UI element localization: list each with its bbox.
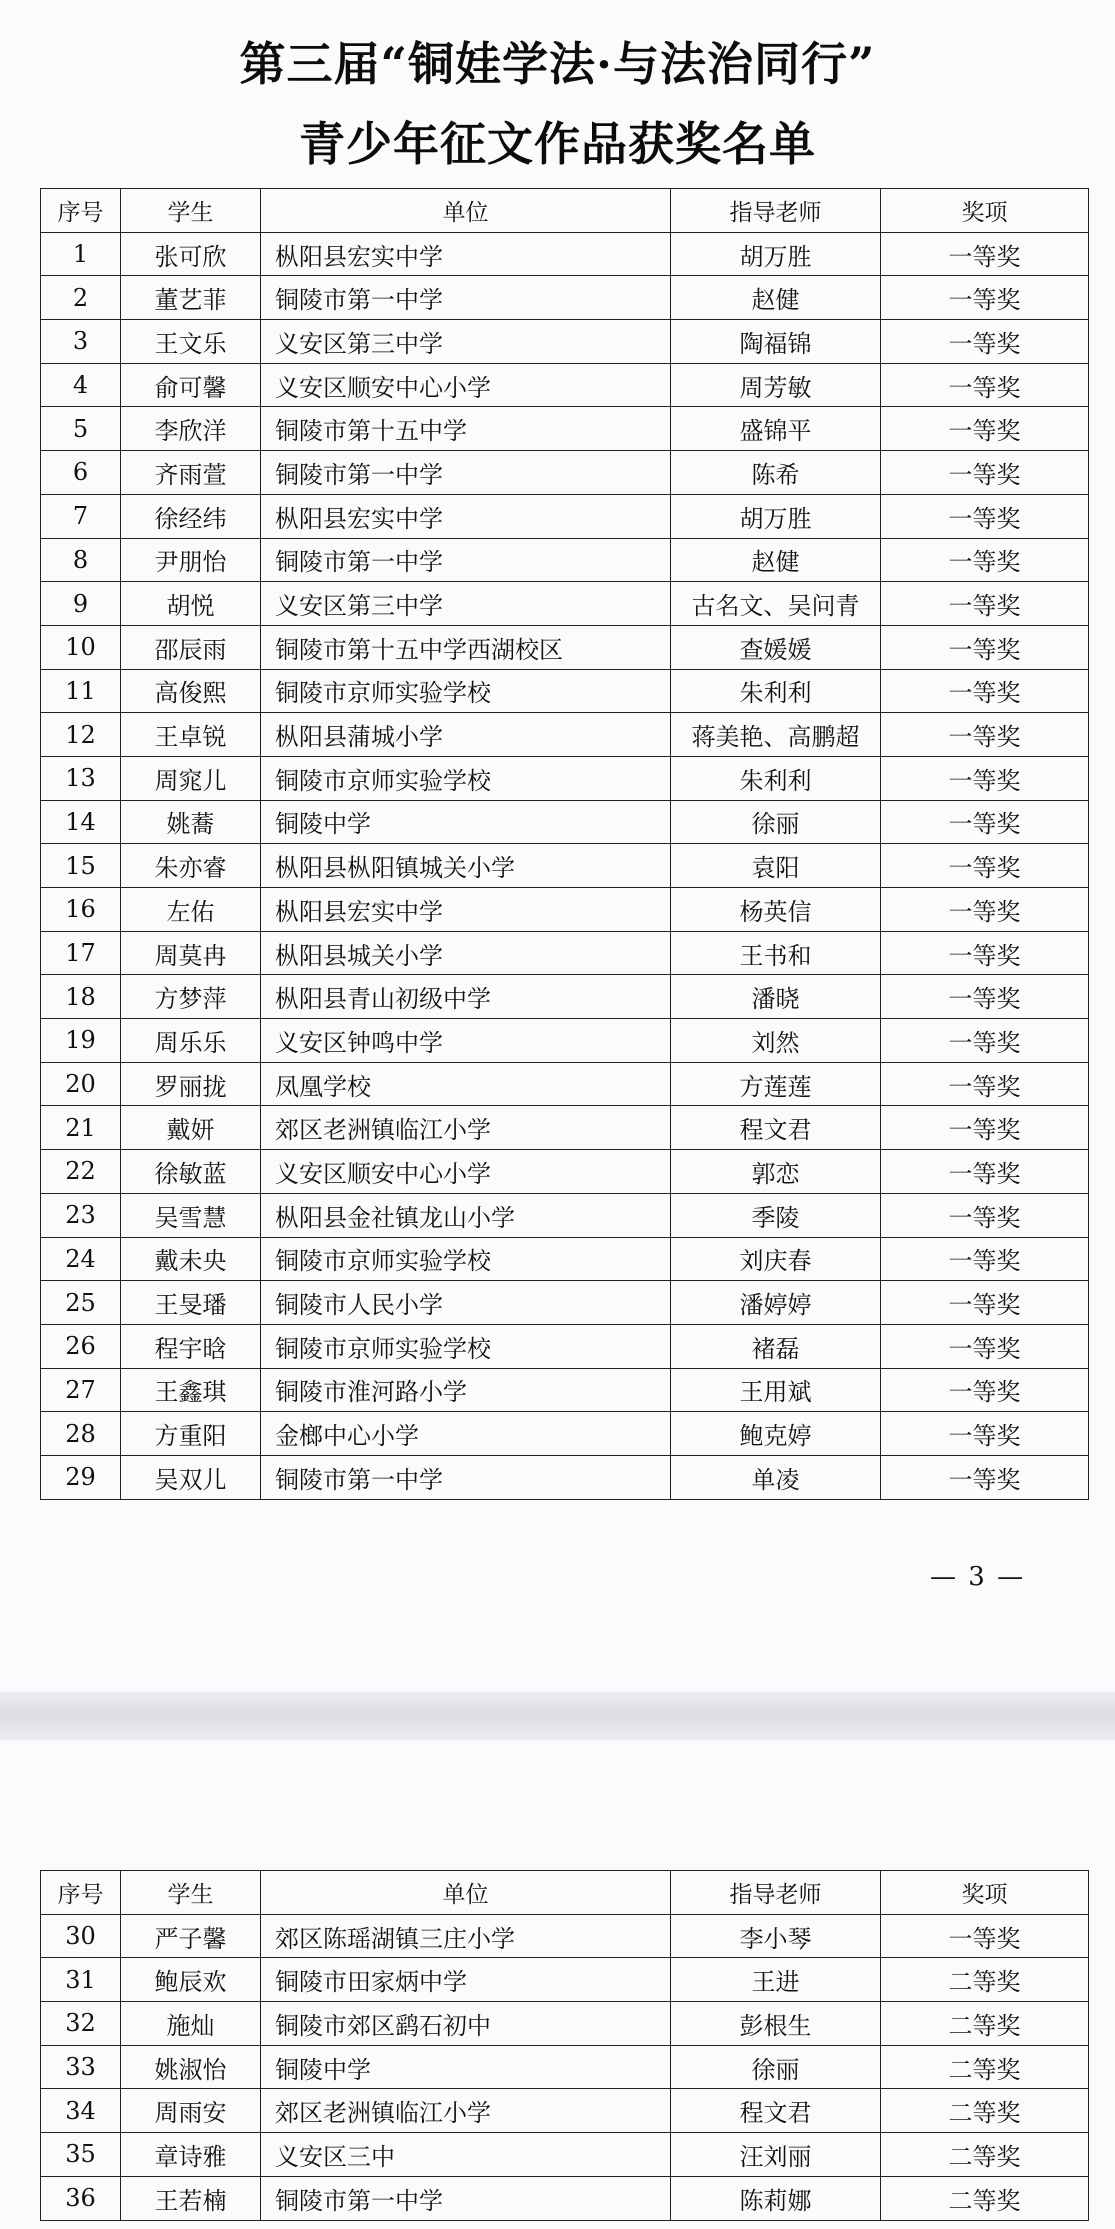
cell-student: 方重阳 (121, 1412, 261, 1456)
cell-teacher: 陶福锦 (671, 320, 881, 364)
table-row (41, 1062, 1089, 1106)
table-row (41, 276, 1089, 320)
table-row (41, 1150, 1089, 1194)
cell-student: 王鑫琪 (121, 1368, 261, 1412)
table-row (41, 1412, 1089, 1456)
table-row (41, 1281, 1089, 1325)
cell-teacher: 王书和 (671, 931, 881, 975)
cell-serial: 6 (41, 451, 121, 495)
table-header-row (41, 189, 1089, 233)
table-row (41, 1106, 1089, 1150)
cell-award: 一等奖 (881, 888, 1089, 932)
cell-teacher: 周芳敏 (671, 363, 881, 407)
cell-serial: 30 (41, 1914, 121, 1958)
cell-award: 二等奖 (881, 2133, 1089, 2177)
cell-teacher: 袁阳 (671, 844, 881, 888)
cell-award: 一等奖 (881, 1455, 1089, 1499)
cell-student: 李欣洋 (121, 407, 261, 451)
document-page-2 (0, 1740, 1115, 2229)
cell-unit: 义安区三中 (261, 2133, 671, 2177)
cell-student: 施灿 (121, 2002, 261, 2046)
cell-award: 一等奖 (881, 276, 1089, 320)
cell-teacher: 查媛媛 (671, 625, 881, 669)
cell-student: 方梦萍 (121, 975, 261, 1019)
cell-student: 王文乐 (121, 320, 261, 364)
cell-student: 戴未央 (121, 1237, 261, 1281)
cell-award: 一等奖 (881, 625, 1089, 669)
cell-student: 王旻璠 (121, 1281, 261, 1325)
cell-award: 二等奖 (881, 2045, 1089, 2089)
cell-student: 严子馨 (121, 1914, 261, 1958)
cell-serial: 31 (41, 1958, 121, 2002)
cell-serial: 21 (41, 1106, 121, 1150)
cell-serial: 28 (41, 1412, 121, 1456)
cell-student: 尹朋怡 (121, 538, 261, 582)
cell-teacher: 方莲莲 (671, 1062, 881, 1106)
table-row (41, 2089, 1089, 2133)
cell-student: 高俊熙 (121, 669, 261, 713)
cell-serial: 35 (41, 2133, 121, 2177)
cell-teacher: 程文君 (671, 1106, 881, 1150)
cell-teacher: 朱利利 (671, 669, 881, 713)
cell-unit: 铜陵市第一中学 (261, 451, 671, 495)
table-row (41, 1914, 1089, 1958)
cell-unit: 铜陵市淮河路小学 (261, 1368, 671, 1412)
cell-award: 一等奖 (881, 1368, 1089, 1412)
cell-serial: 10 (41, 625, 121, 669)
cell-teacher: 徐丽 (671, 800, 881, 844)
table-row (41, 2002, 1089, 2046)
cell-award: 一等奖 (881, 407, 1089, 451)
cell-unit: 铜陵市第一中学 (261, 276, 671, 320)
cell-unit: 枞阳县宏实中学 (261, 232, 671, 276)
header-student: 学生 (121, 1871, 261, 1915)
cell-unit: 枞阳县城关小学 (261, 931, 671, 975)
cell-award: 一等奖 (881, 800, 1089, 844)
cell-teacher: 季陵 (671, 1193, 881, 1237)
cell-unit: 铜陵市第一中学 (261, 1455, 671, 1499)
cell-student: 徐经纬 (121, 494, 261, 538)
cell-serial: 9 (41, 582, 121, 626)
cell-student: 罗丽拢 (121, 1062, 261, 1106)
award-table-page-2 (40, 1870, 1089, 2221)
cell-teacher: 蒋美艳、高鹏超 (671, 713, 881, 757)
cell-teacher: 陈莉娜 (671, 2176, 881, 2220)
document-title-line-2: 青少年征文作品获奖名单 (299, 117, 816, 171)
cell-teacher: 郭恋 (671, 1150, 881, 1194)
table-body-page-1 (41, 232, 1089, 1499)
table-row (41, 756, 1089, 800)
cell-serial: 5 (41, 407, 121, 451)
cell-award: 一等奖 (881, 232, 1089, 276)
cell-teacher: 杨英信 (671, 888, 881, 932)
cell-teacher: 胡万胜 (671, 232, 881, 276)
cell-student: 胡悦 (121, 582, 261, 626)
header-serial: 序号 (41, 189, 121, 233)
cell-unit: 枞阳县蒲城小学 (261, 713, 671, 757)
cell-serial: 23 (41, 1193, 121, 1237)
cell-teacher: 赵健 (671, 538, 881, 582)
table-row (41, 1368, 1089, 1412)
cell-award: 一等奖 (881, 494, 1089, 538)
cell-award: 一等奖 (881, 320, 1089, 364)
cell-student: 朱亦睿 (121, 844, 261, 888)
cell-unit: 铜陵市田家炳中学 (261, 1958, 671, 2002)
table-body-page-2 (41, 1914, 1089, 2220)
cell-serial: 27 (41, 1368, 121, 1412)
cell-teacher: 褚磊 (671, 1324, 881, 1368)
cell-award: 一等奖 (881, 1106, 1089, 1150)
cell-serial: 26 (41, 1324, 121, 1368)
table-row (41, 669, 1089, 713)
cell-serial: 24 (41, 1237, 121, 1281)
cell-serial: 19 (41, 1019, 121, 1063)
table-row (41, 2133, 1089, 2177)
cell-serial: 7 (41, 494, 121, 538)
table-row (41, 1324, 1089, 1368)
cell-teacher: 陈希 (671, 451, 881, 495)
cell-award: 二等奖 (881, 1958, 1089, 2002)
cell-teacher: 盛锦平 (671, 407, 881, 451)
table-row (41, 1455, 1089, 1499)
cell-serial: 20 (41, 1062, 121, 1106)
cell-unit: 义安区第三中学 (261, 320, 671, 364)
cell-serial: 22 (41, 1150, 121, 1194)
cell-award: 一等奖 (881, 1281, 1089, 1325)
cell-serial: 32 (41, 2002, 121, 2046)
table-row (41, 407, 1089, 451)
cell-teacher: 赵健 (671, 276, 881, 320)
cell-student: 章诗雅 (121, 2133, 261, 2177)
cell-student: 周乐乐 (121, 1019, 261, 1063)
cell-teacher: 刘庆春 (671, 1237, 881, 1281)
cell-student: 周莫冉 (121, 931, 261, 975)
cell-serial: 29 (41, 1455, 121, 1499)
cell-award: 一等奖 (881, 1324, 1089, 1368)
cell-student: 徐敏蓝 (121, 1150, 261, 1194)
cell-unit: 郊区老洲镇临江小学 (261, 2089, 671, 2133)
cell-student: 鲍辰欢 (121, 1958, 261, 2002)
cell-unit: 凤凰学校 (261, 1062, 671, 1106)
cell-unit: 义安区顺安中心小学 (261, 1150, 671, 1194)
cell-award: 一等奖 (881, 1062, 1089, 1106)
cell-unit: 郊区老洲镇临江小学 (261, 1106, 671, 1150)
cell-teacher: 潘婷婷 (671, 1281, 881, 1325)
cell-teacher: 胡万胜 (671, 494, 881, 538)
cell-teacher: 古名文、吴问青 (671, 582, 881, 626)
cell-student: 张可欣 (121, 232, 261, 276)
cell-award: 一等奖 (881, 1237, 1089, 1281)
table-row (41, 232, 1089, 276)
cell-teacher: 汪刘丽 (671, 2133, 881, 2177)
cell-student: 齐雨萱 (121, 451, 261, 495)
cell-unit: 枞阳县青山初级中学 (261, 975, 671, 1019)
cell-student: 吴雪慧 (121, 1193, 261, 1237)
cell-student: 董艺菲 (121, 276, 261, 320)
cell-award: 一等奖 (881, 975, 1089, 1019)
cell-unit: 义安区第三中学 (261, 582, 671, 626)
cell-serial: 18 (41, 975, 121, 1019)
table-header-row (41, 1871, 1089, 1915)
cell-student: 左佑 (121, 888, 261, 932)
table-row (41, 1237, 1089, 1281)
cell-teacher: 鲍克婷 (671, 1412, 881, 1456)
table-row (41, 888, 1089, 932)
header-student: 学生 (121, 189, 261, 233)
page-number: — 3 — (930, 1562, 1026, 1592)
cell-serial: 1 (41, 232, 121, 276)
document-title-line-1: 第三届“铜娃学法·与法治同行” (239, 37, 876, 91)
cell-teacher: 单凌 (671, 1455, 881, 1499)
cell-unit: 铜陵中学 (261, 2045, 671, 2089)
cell-serial: 14 (41, 800, 121, 844)
cell-serial: 36 (41, 2176, 121, 2220)
cell-unit: 枞阳县宏实中学 (261, 494, 671, 538)
cell-student: 周雨安 (121, 2089, 261, 2133)
cell-unit: 铜陵市第十五中学西湖校区 (261, 625, 671, 669)
cell-student: 程宇晗 (121, 1324, 261, 1368)
cell-serial: 15 (41, 844, 121, 888)
cell-award: 一等奖 (881, 669, 1089, 713)
header-unit: 单位 (261, 189, 671, 233)
cell-serial: 13 (41, 756, 121, 800)
header-unit: 单位 (261, 1871, 671, 1915)
cell-award: 一等奖 (881, 1914, 1089, 1958)
table-row (41, 1019, 1089, 1063)
cell-serial: 25 (41, 1281, 121, 1325)
table-row (41, 975, 1089, 1019)
cell-teacher: 徐丽 (671, 2045, 881, 2089)
cell-unit: 枞阳县枞阳镇城关小学 (261, 844, 671, 888)
cell-student: 俞可馨 (121, 363, 261, 407)
cell-award: 一等奖 (881, 538, 1089, 582)
cell-student: 吴双儿 (121, 1455, 261, 1499)
cell-unit: 义安区钟鸣中学 (261, 1019, 671, 1063)
cell-award: 二等奖 (881, 2176, 1089, 2220)
table-row (41, 844, 1089, 888)
cell-unit: 铜陵市人民小学 (261, 1281, 671, 1325)
cell-award: 一等奖 (881, 1150, 1089, 1194)
cell-award: 一等奖 (881, 844, 1089, 888)
table-row (41, 2176, 1089, 2220)
table-row (41, 538, 1089, 582)
award-table-page-1 (40, 188, 1089, 1500)
cell-serial: 34 (41, 2089, 121, 2133)
cell-unit: 铜陵市京师实验学校 (261, 1324, 671, 1368)
cell-unit: 义安区顺安中心小学 (261, 363, 671, 407)
cell-award: 二等奖 (881, 2002, 1089, 2046)
header-teacher: 指导老师 (671, 1871, 881, 1915)
table-row (41, 931, 1089, 975)
cell-award: 一等奖 (881, 1019, 1089, 1063)
page-separator (0, 1692, 1115, 1740)
cell-student: 邵辰雨 (121, 625, 261, 669)
header-award: 奖项 (881, 1871, 1089, 1915)
cell-unit: 铜陵市第一中学 (261, 538, 671, 582)
cell-award: 一等奖 (881, 1193, 1089, 1237)
header-teacher: 指导老师 (671, 189, 881, 233)
cell-serial: 12 (41, 713, 121, 757)
cell-teacher: 李小琴 (671, 1914, 881, 1958)
cell-award: 一等奖 (881, 451, 1089, 495)
cell-student: 王卓锐 (121, 713, 261, 757)
header-award: 奖项 (881, 189, 1089, 233)
table-row (41, 1193, 1089, 1237)
cell-unit: 铜陵市郊区鹞石初中 (261, 2002, 671, 2046)
cell-student: 姚淑怡 (121, 2045, 261, 2089)
table-row (41, 2045, 1089, 2089)
cell-serial: 33 (41, 2045, 121, 2089)
cell-serial: 11 (41, 669, 121, 713)
table-row (41, 713, 1089, 757)
cell-unit: 铜陵市京师实验学校 (261, 756, 671, 800)
cell-serial: 2 (41, 276, 121, 320)
cell-unit: 枞阳县宏实中学 (261, 888, 671, 932)
cell-unit: 金榔中心小学 (261, 1412, 671, 1456)
table-row (41, 582, 1089, 626)
cell-award: 一等奖 (881, 713, 1089, 757)
cell-teacher: 程文君 (671, 2089, 881, 2133)
cell-serial: 8 (41, 538, 121, 582)
cell-award: 一等奖 (881, 363, 1089, 407)
cell-unit: 铜陵市第一中学 (261, 2176, 671, 2220)
cell-unit: 铜陵市京师实验学校 (261, 1237, 671, 1281)
cell-unit: 郊区陈瑶湖镇三庄小学 (261, 1914, 671, 1958)
cell-unit: 枞阳县金社镇龙山小学 (261, 1193, 671, 1237)
cell-student: 王若楠 (121, 2176, 261, 2220)
cell-teacher: 刘然 (671, 1019, 881, 1063)
cell-unit: 铜陵市京师实验学校 (261, 669, 671, 713)
cell-serial: 17 (41, 931, 121, 975)
cell-award: 一等奖 (881, 756, 1089, 800)
cell-teacher: 王用斌 (671, 1368, 881, 1412)
cell-serial: 4 (41, 363, 121, 407)
cell-serial: 16 (41, 888, 121, 932)
cell-teacher: 王进 (671, 1958, 881, 2002)
cell-teacher: 彭根生 (671, 2002, 881, 2046)
table-row (41, 800, 1089, 844)
cell-serial: 3 (41, 320, 121, 364)
cell-unit: 铜陵中学 (261, 800, 671, 844)
cell-student: 姚蕎 (121, 800, 261, 844)
cell-student: 戴妍 (121, 1106, 261, 1150)
table-row (41, 451, 1089, 495)
table-row (41, 625, 1089, 669)
cell-award: 二等奖 (881, 2089, 1089, 2133)
cell-teacher: 朱利利 (671, 756, 881, 800)
cell-award: 一等奖 (881, 1412, 1089, 1456)
table-row (41, 320, 1089, 364)
cell-student: 周窕儿 (121, 756, 261, 800)
cell-unit: 铜陵市第十五中学 (261, 407, 671, 451)
header-serial: 序号 (41, 1871, 121, 1915)
table-row (41, 494, 1089, 538)
table-row (41, 1958, 1089, 2002)
cell-teacher: 潘晓 (671, 975, 881, 1019)
cell-award: 一等奖 (881, 582, 1089, 626)
table-row (41, 363, 1089, 407)
cell-award: 一等奖 (881, 931, 1089, 975)
